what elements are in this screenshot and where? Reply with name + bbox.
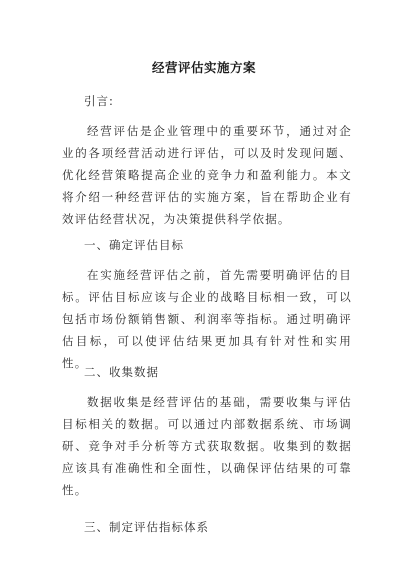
document-title: 经营评估实施方案 [151, 60, 256, 75]
section-heading-goals: 一、确定评估目标 [84, 238, 184, 252]
section-paragraph-goals: 在实施经营评估之前，首先需要明确评估的目标。评估目标应该与企业的战略目标相一致，可以包括市场份额销售额、利润率等指标。通过明确评估目标，可以使评估结果更加具有针对性和实用性。 [62, 268, 352, 370]
section-paragraph-data-collection: 数据收集是经营评估的基础，需要收集与评估目标相关的数据。可以通过内部数据系统、市场调研、竞争对手分析等方式获取数据。收集到的数据应该具有准确性和全面性，以确保评估结果的可靠性。 [62, 395, 352, 497]
intro-paragraph: 经营评估是企业管理中的重要环节，通过对企业的各项经营活动进行评估，可以及时发现问题、优化经营策略提高企业的竞争力和盈利能力。本文将介绍一种经营评估的实施方案，旨在帮助企业有效评估经营状况，为决策提供科学依据。 [62, 124, 352, 226]
section-heading-data-collection: 二、收集数据 [84, 365, 159, 379]
intro-label: 引言: [84, 94, 114, 108]
section-heading-indicator-system: 三、制定评估指标体系 [84, 520, 209, 534]
